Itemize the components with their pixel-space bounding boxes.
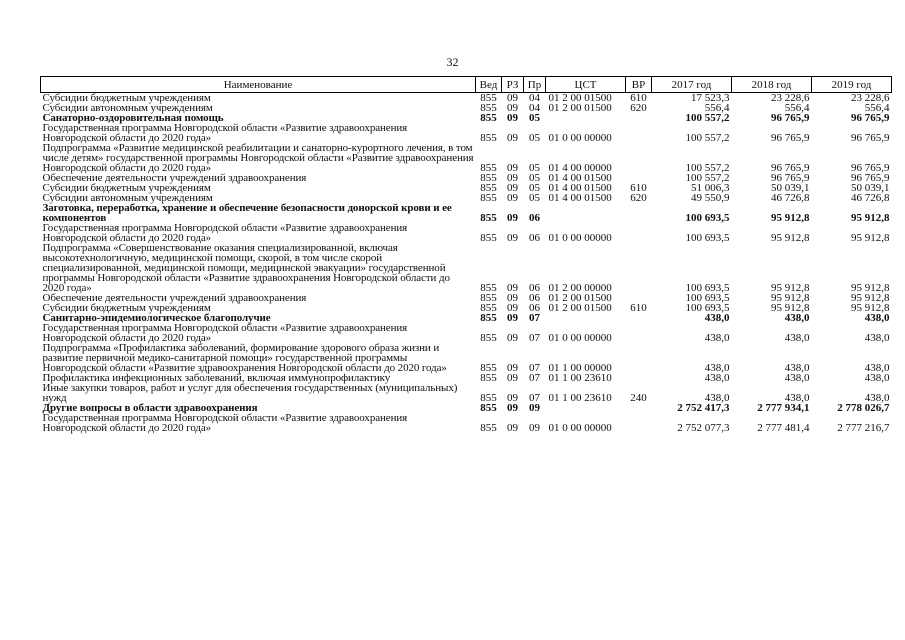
row-rz: 09 bbox=[507, 292, 518, 304]
row-vr bbox=[626, 413, 652, 433]
row-2019: 96 765,9 bbox=[851, 162, 890, 174]
table-row bbox=[41, 243, 892, 293]
row-2018: 23 228,6 bbox=[771, 92, 810, 104]
row-name: Государственная программа Новгородской области «Развитие здравоохранения Новгородской области до 2020 года» bbox=[42, 122, 408, 144]
row-2018: 96 765,9 bbox=[771, 162, 810, 174]
row-2017: 438,0 bbox=[704, 332, 730, 344]
row-2019: 556,4 bbox=[864, 102, 890, 114]
row-2019: 2 777 216,7 bbox=[837, 422, 890, 434]
row-2019: 96 765,9 bbox=[851, 112, 890, 124]
row-ved: 855 bbox=[480, 422, 497, 434]
row-cst: 01 4 00 00000 bbox=[548, 162, 612, 174]
row-cst: 01 4 00 01500 bbox=[548, 172, 612, 184]
row-rz: 09 bbox=[507, 92, 518, 104]
row-pr: 06 bbox=[529, 302, 540, 314]
row-cst: 01 2 00 00000 bbox=[548, 282, 612, 294]
row-name: Субсидии бюджетным учреждениям bbox=[42, 92, 211, 104]
row-pr: 05 bbox=[529, 162, 540, 174]
row-2017: 438,0 bbox=[704, 312, 730, 324]
row-2017: 100 693,5 bbox=[685, 302, 730, 314]
row-pr: 09 bbox=[529, 422, 540, 434]
row-ved: 855 bbox=[480, 182, 497, 194]
row-ved: 855 bbox=[480, 402, 497, 414]
table-row bbox=[41, 143, 892, 173]
row-rz: 09 bbox=[507, 212, 518, 224]
row-pr: 06 bbox=[529, 292, 540, 304]
row-2018: 96 765,9 bbox=[771, 172, 810, 184]
row-cst bbox=[546, 203, 626, 223]
row-2017: 49 550,9 bbox=[691, 192, 730, 204]
row-2018: 96 765,9 bbox=[771, 132, 810, 144]
row-cst: 01 0 00 00000 bbox=[548, 132, 612, 144]
row-cst: 01 4 00 01500 bbox=[548, 182, 612, 194]
row-2018: 95 912,8 bbox=[771, 292, 810, 304]
row-ved: 855 bbox=[480, 162, 497, 174]
header-ved: Вед bbox=[476, 77, 502, 93]
row-2019: 95 912,8 bbox=[851, 232, 890, 244]
row-cst: 01 2 00 01500 bbox=[548, 92, 612, 104]
row-ved: 855 bbox=[480, 172, 497, 184]
row-rz: 09 bbox=[507, 392, 518, 404]
row-rz: 09 bbox=[507, 182, 518, 194]
row-cst: 01 0 00 00000 bbox=[548, 332, 612, 344]
row-2018: 95 912,8 bbox=[771, 232, 810, 244]
row-ved: 855 bbox=[480, 192, 497, 204]
header-rz: РЗ bbox=[502, 77, 524, 93]
table-header bbox=[41, 77, 892, 93]
row-name: Другие вопросы в области здравоохранения bbox=[42, 402, 258, 414]
row-vr: 610 bbox=[630, 302, 647, 314]
header-vr: ВР bbox=[626, 77, 652, 93]
row-2018: 95 912,8 bbox=[771, 302, 810, 314]
row-ved: 855 bbox=[480, 362, 497, 374]
row-name: Государственная программа Новгородской области «Развитие здравоохранения Новгородской области до 2020 года» bbox=[42, 222, 408, 244]
row-rz: 09 bbox=[507, 162, 518, 174]
row-rz: 09 bbox=[507, 362, 518, 374]
row-rz: 09 bbox=[507, 402, 518, 414]
row-2017: 438,0 bbox=[704, 362, 730, 374]
row-rz: 09 bbox=[507, 282, 518, 294]
row-name: Государственная программа Новгородской области «Развитие здравоохранения Новгородской области до 2020 года» bbox=[42, 322, 408, 344]
row-2018: 438,0 bbox=[784, 312, 810, 324]
row-2018: 438,0 bbox=[784, 362, 810, 374]
row-cst: 01 0 00 00000 bbox=[548, 232, 612, 244]
row-pr: 05 bbox=[529, 112, 540, 124]
page-number: 32 bbox=[446, 55, 459, 69]
row-name: Обеспечение деятельности учреждений здравоохранения bbox=[42, 172, 307, 184]
row-2017: 51 006,3 bbox=[691, 182, 730, 194]
row-2017: 2 752 417,3 bbox=[677, 402, 730, 414]
row-2019: 2 778 026,7 bbox=[837, 402, 890, 414]
row-2018: 438,0 bbox=[784, 392, 810, 404]
header-name: Наименование bbox=[41, 77, 476, 93]
row-2019: 50 039,1 bbox=[851, 182, 890, 194]
header-2017: 2017 год bbox=[652, 77, 732, 93]
row-vr: 620 bbox=[630, 102, 647, 114]
row-2017: 100 557,2 bbox=[685, 172, 730, 184]
row-2018: 438,0 bbox=[784, 332, 810, 344]
row-cst: 01 4 00 01500 bbox=[548, 192, 612, 204]
header-2019: 2019 год bbox=[812, 77, 892, 93]
row-pr: 04 bbox=[529, 102, 540, 114]
table-row bbox=[41, 123, 892, 143]
row-vr bbox=[626, 343, 652, 373]
row-vr bbox=[626, 123, 652, 143]
row-2018: 95 912,8 bbox=[771, 282, 810, 294]
row-vr: 610 bbox=[630, 92, 647, 104]
row-2019: 95 912,8 bbox=[851, 282, 890, 294]
row-2017: 438,0 bbox=[704, 372, 730, 384]
row-ved: 855 bbox=[480, 312, 497, 324]
row-2018: 50 039,1 bbox=[771, 182, 810, 194]
row-vr bbox=[626, 113, 652, 123]
header-pr: Пр bbox=[524, 77, 546, 93]
row-pr: 07 bbox=[529, 332, 540, 344]
row-pr: 06 bbox=[529, 282, 540, 294]
row-2017: 2 752 077,3 bbox=[677, 422, 730, 434]
row-name: Субсидии бюджетным учреждениям bbox=[42, 182, 211, 194]
row-2018: 46 726,8 bbox=[771, 192, 810, 204]
row-name: Обеспечение деятельности учреждений здравоохранения bbox=[42, 292, 307, 304]
row-ved: 855 bbox=[480, 372, 497, 384]
row-pr: 07 bbox=[529, 362, 540, 374]
table-row bbox=[41, 223, 892, 243]
row-2019: 96 765,9 bbox=[851, 172, 890, 184]
row-2018: 96 765,9 bbox=[771, 112, 810, 124]
row-ved: 855 bbox=[480, 302, 497, 314]
row-2018: 556,4 bbox=[784, 102, 810, 114]
row-2017: 100 693,5 bbox=[685, 212, 730, 224]
row-2017: 100 693,5 bbox=[685, 232, 730, 244]
row-pr: 05 bbox=[529, 182, 540, 194]
row-name: Подпрограмма «Профилактика заболеваний, формирование здорового образа жизни и развитие первичной медико-санитарной помощи» государственной программы Новгородской области «Развитие здравоохранения Новгородской области до 2020 года» bbox=[42, 342, 447, 374]
row-rz: 09 bbox=[507, 332, 518, 344]
header-2018: 2018 год bbox=[732, 77, 812, 93]
row-vr bbox=[626, 243, 652, 293]
row-vr bbox=[626, 373, 652, 383]
row-cst bbox=[546, 403, 626, 413]
row-2019: 23 228,6 bbox=[851, 92, 890, 104]
row-2018: 2 777 934,1 bbox=[757, 402, 810, 414]
row-pr: 07 bbox=[529, 392, 540, 404]
row-name: Иные закупки товаров, работ и услуг для обеспечения государственных (муниципальных) нужд bbox=[42, 382, 458, 404]
row-pr: 09 bbox=[529, 402, 540, 414]
row-ved: 855 bbox=[480, 392, 497, 404]
row-cst: 01 2 00 01500 bbox=[548, 102, 612, 114]
row-rz: 09 bbox=[507, 232, 518, 244]
row-rz: 09 bbox=[507, 422, 518, 434]
row-2019: 96 765,9 bbox=[851, 132, 890, 144]
row-name: Субсидии автономным учреждениям bbox=[42, 192, 213, 204]
row-pr: 04 bbox=[529, 92, 540, 104]
row-2019: 46 726,8 bbox=[851, 192, 890, 204]
row-name: Субсидии автономным учреждениям bbox=[42, 102, 213, 114]
row-2019: 438,0 bbox=[864, 312, 890, 324]
row-name: Санитарно-эпидемиологическое благополучие bbox=[42, 312, 271, 324]
row-ved: 855 bbox=[480, 282, 497, 294]
budget-table bbox=[40, 76, 892, 433]
row-ved: 855 bbox=[480, 292, 497, 304]
table-row bbox=[41, 203, 892, 223]
row-rz: 09 bbox=[507, 192, 518, 204]
row-2017: 100 557,2 bbox=[685, 112, 730, 124]
row-cst: 01 2 00 01500 bbox=[548, 302, 612, 314]
row-vr bbox=[626, 143, 652, 173]
row-ved: 855 bbox=[480, 112, 497, 124]
row-rz: 09 bbox=[507, 302, 518, 314]
row-2019: 438,0 bbox=[864, 392, 890, 404]
row-2018: 95 912,8 bbox=[771, 212, 810, 224]
row-pr: 05 bbox=[529, 132, 540, 144]
row-pr: 07 bbox=[529, 312, 540, 324]
row-rz: 09 bbox=[507, 172, 518, 184]
row-cst bbox=[546, 313, 626, 323]
row-2019: 438,0 bbox=[864, 332, 890, 344]
row-2017: 100 693,5 bbox=[685, 282, 730, 294]
row-2017: 100 693,5 bbox=[685, 292, 730, 304]
row-name: Государственная программа Новгородской области «Развитие здравоохранения Новгородской области до 2020 года» bbox=[42, 412, 408, 434]
row-pr: 06 bbox=[529, 212, 540, 224]
row-rz: 09 bbox=[507, 312, 518, 324]
row-pr: 05 bbox=[529, 192, 540, 204]
row-name: Профилактика инфекционных заболеваний, включая иммунопрофилактику bbox=[42, 372, 391, 384]
row-vr: 610 bbox=[630, 182, 647, 194]
row-name: Санаторно-оздоровительная помощь bbox=[42, 112, 224, 124]
row-ved: 855 bbox=[480, 102, 497, 114]
table-row bbox=[41, 323, 892, 343]
row-cst bbox=[546, 113, 626, 123]
row-rz: 09 bbox=[507, 112, 518, 124]
row-rz: 09 bbox=[507, 102, 518, 114]
row-vr bbox=[626, 323, 652, 343]
header-cst: ЦСТ bbox=[546, 77, 626, 93]
row-cst: 01 1 00 00000 bbox=[548, 362, 612, 374]
row-vr bbox=[626, 313, 652, 323]
row-vr bbox=[626, 203, 652, 223]
row-cst: 01 1 00 23610 bbox=[548, 372, 612, 384]
row-cst: 01 2 00 01500 bbox=[548, 292, 612, 304]
table-row bbox=[41, 343, 892, 373]
row-name: Подпрограмма «Развитие медицинской реабилитации и санаторно-курортного лечения, в том числе детям» государственной программы Новгородской области «Развитие здравоохранения Новгородской области до 2020 года» bbox=[42, 142, 474, 174]
row-ved: 855 bbox=[480, 232, 497, 244]
row-2019: 95 912,8 bbox=[851, 302, 890, 314]
row-2017: 438,0 bbox=[704, 392, 730, 404]
row-2017: 100 557,2 bbox=[685, 132, 730, 144]
row-2018: 2 777 481,4 bbox=[757, 422, 810, 434]
row-ved: 855 bbox=[480, 212, 497, 224]
row-rz: 09 bbox=[507, 372, 518, 384]
row-name: Субсидии бюджетным учреждениям bbox=[42, 302, 211, 314]
row-name: Заготовка, переработка, хранение и обеспечение безопасности донорской крови и ее компонентов bbox=[42, 202, 452, 224]
row-vr bbox=[626, 403, 652, 413]
row-cst: 01 1 00 23610 bbox=[548, 392, 612, 404]
row-name: Подпрограмма «Совершенствование оказания специализированной, включая высокотехнологичную, медицинской помощи, скорой, в том числе скорой специализированной, медицинской помощи, медицинской эвакуации» государственной программы Новгородской области «Развитие здравоохранения Новгородской области до 2020 года» bbox=[42, 242, 450, 294]
row-2019: 438,0 bbox=[864, 372, 890, 384]
row-ved: 855 bbox=[480, 332, 497, 344]
row-rz: 09 bbox=[507, 132, 518, 144]
row-2019: 95 912,8 bbox=[851, 292, 890, 304]
row-pr: 05 bbox=[529, 172, 540, 184]
row-vr: 620 bbox=[630, 192, 647, 204]
row-ved: 855 bbox=[480, 92, 497, 104]
table-row bbox=[41, 383, 892, 403]
row-2018: 438,0 bbox=[784, 372, 810, 384]
row-2017: 17 523,3 bbox=[691, 92, 730, 104]
row-pr: 07 bbox=[529, 372, 540, 384]
table-row bbox=[41, 413, 892, 433]
row-2017: 556,4 bbox=[704, 102, 730, 114]
row-ved: 855 bbox=[480, 132, 497, 144]
row-cst: 01 0 00 00000 bbox=[548, 422, 612, 434]
row-vr bbox=[626, 223, 652, 243]
row-2019: 95 912,8 bbox=[851, 212, 890, 224]
row-vr: 240 bbox=[630, 392, 647, 404]
table-body bbox=[41, 93, 892, 434]
row-2017: 100 557,2 bbox=[685, 162, 730, 174]
row-2019: 438,0 bbox=[864, 362, 890, 374]
row-pr: 06 bbox=[529, 232, 540, 244]
